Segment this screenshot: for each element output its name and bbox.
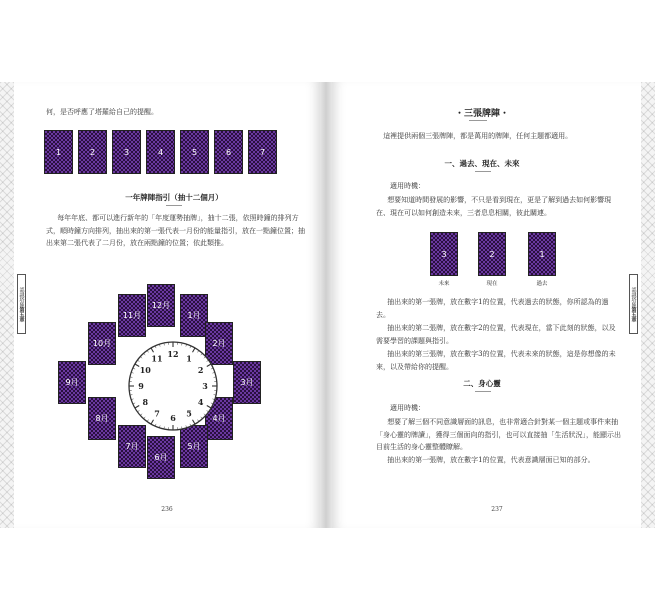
section2-title: 二、身心靈 <box>463 379 501 388</box>
card-number: 2 <box>89 147 96 157</box>
intro-line: 何，是否呼應了塔羅給自己的提醒。 <box>46 108 158 116</box>
side-tab-book-title: 認識塔羅 <box>18 286 25 307</box>
left-page-edge <box>0 82 14 528</box>
clock-numeral: 12 <box>167 349 179 359</box>
page-number-right: 237 <box>491 506 503 513</box>
month-label: 7月 <box>125 442 139 451</box>
month-label: 4月 <box>212 414 226 423</box>
clock-numeral: 9 <box>138 381 144 391</box>
card-number: 7 <box>259 147 266 157</box>
spread-card-label: 未來 <box>438 281 450 287</box>
spread-card-number: 2 <box>489 249 495 259</box>
section1-rule <box>475 171 491 172</box>
month-label: 12月 <box>151 301 171 310</box>
month-card <box>147 284 175 327</box>
clock-numeral: 7 <box>154 408 160 419</box>
month-card <box>147 436 175 479</box>
numbered-card <box>78 130 107 174</box>
clock-numeral: 8 <box>142 397 149 407</box>
right-page <box>332 82 641 528</box>
clock-numeral: 1 <box>186 353 192 364</box>
card2-explanation: 抽出來的第二張牌，放在數字2的位置，代表現在，當下此刻的狀態，以及需要學習的課題與指引。 <box>376 324 616 345</box>
clock-numeral: 2 <box>197 365 204 375</box>
card-number: 3 <box>123 147 130 157</box>
body-card1-explanation: 抽出來的第一張牌，放在數字1的位置，代表意識層面已知的部分。 <box>387 456 595 464</box>
intro-paragraph: 這裡提供兩個三張牌陣，都是萬用的牌陣，任何主題都適用。 <box>383 132 573 140</box>
section2-rule <box>475 391 491 392</box>
page-number-left: 236 <box>161 506 173 513</box>
spread-card-number: 1 <box>539 249 545 259</box>
month-card <box>88 322 116 365</box>
numbered-card <box>248 130 277 174</box>
numbered-card <box>180 130 209 174</box>
card-number: 6 <box>225 147 232 157</box>
spread-description: 每年年底、都可以進行新年的「年度運勢抽牌」，抽十二張，依照時鐘的排列方式，順時鐘方向排列，抽出來的第一張代表一月份的能量指引，放在一點鐘位置；抽出來第二張代表了二月份，放在兩點鐘的位置；依此類推。 <box>46 214 305 247</box>
clock-numeral: 11 <box>151 353 163 364</box>
section1-title: 一、過去、現在、未來 <box>444 159 520 168</box>
month-label: 2月 <box>212 339 226 348</box>
month-label: 5月 <box>187 442 201 451</box>
month-label: 8月 <box>95 414 109 423</box>
card3-explanation: 抽出來的第三張牌，放在數字3的位置，代表未來的狀態，這是你想像的未來，以及帶給你的提醒。 <box>376 350 616 371</box>
right-page-edge <box>641 82 655 528</box>
spread-card <box>528 232 556 276</box>
clock-numeral: 6 <box>170 413 176 423</box>
page-title-rule <box>469 120 487 121</box>
clock-numeral: 3 <box>202 381 208 391</box>
numbered-card <box>112 130 141 174</box>
month-label: 9月 <box>65 378 79 387</box>
side-tab-chapter: 第五章 <box>630 306 637 322</box>
numbered-card <box>44 130 73 174</box>
card1-explanation: 抽出來的第一張牌，放在數字1的位置，代表過去的狀態，你所認為的過去。 <box>376 298 609 319</box>
side-tab-book-title: 認識塔羅 <box>630 286 637 307</box>
clock-diagram <box>127 340 219 432</box>
month-label: 3月 <box>240 378 254 387</box>
book-spread <box>0 82 655 528</box>
card-number: 4 <box>157 147 164 157</box>
clock-numeral: 4 <box>197 397 204 407</box>
section1-when-label: 適用時機： <box>390 182 425 190</box>
month-card <box>118 294 146 337</box>
left-side-tab <box>17 274 26 334</box>
side-tab-chapter: 第五章 <box>18 306 25 322</box>
right-side-tab <box>629 274 638 334</box>
month-card <box>58 361 86 404</box>
section-title-rule <box>166 205 182 206</box>
spread-card-label: 過去 <box>536 281 548 287</box>
month-label: 1月 <box>187 311 201 320</box>
section1-paragraph: 想要知道時間發展的影響，不只是看到現在，更是了解到過去如何影響現在、現在可以如何創造未來，三者息息相關，彼此關連。 <box>376 196 612 217</box>
clock-numeral: 5 <box>186 408 192 419</box>
left-page <box>14 82 320 528</box>
month-label: 11月 <box>122 311 142 320</box>
section-title: 一年牌陣指引（抽十二個月） <box>125 193 223 202</box>
numbered-card <box>214 130 243 174</box>
month-label: 6月 <box>154 453 168 462</box>
section2-paragraph: 想要了解三個不同意識層面的訊息，也非常適合針對某一個主題或事件來抽「身心靈的牌讀」，獲得三個面向的指引，也可以直接抽「生活狀況」，能顯示出目前生活的身心靈整體瞭解。 <box>376 418 621 451</box>
spread-card <box>430 232 458 276</box>
section2-when-label: 適用時機： <box>390 404 425 412</box>
spread-card-label: 現在 <box>486 281 498 287</box>
clock-numeral: 10 <box>139 365 151 375</box>
card-number: 1 <box>55 147 62 157</box>
month-card <box>233 361 261 404</box>
numbered-card <box>146 130 175 174</box>
month-label: 10月 <box>92 339 112 348</box>
month-card <box>88 397 116 440</box>
card-number: 5 <box>191 147 198 157</box>
spread-card-number: 3 <box>441 249 447 259</box>
page-title: ・三張牌陣・ <box>454 109 509 119</box>
month-card <box>180 294 208 337</box>
spread-card <box>478 232 506 276</box>
book-gutter <box>320 82 332 528</box>
